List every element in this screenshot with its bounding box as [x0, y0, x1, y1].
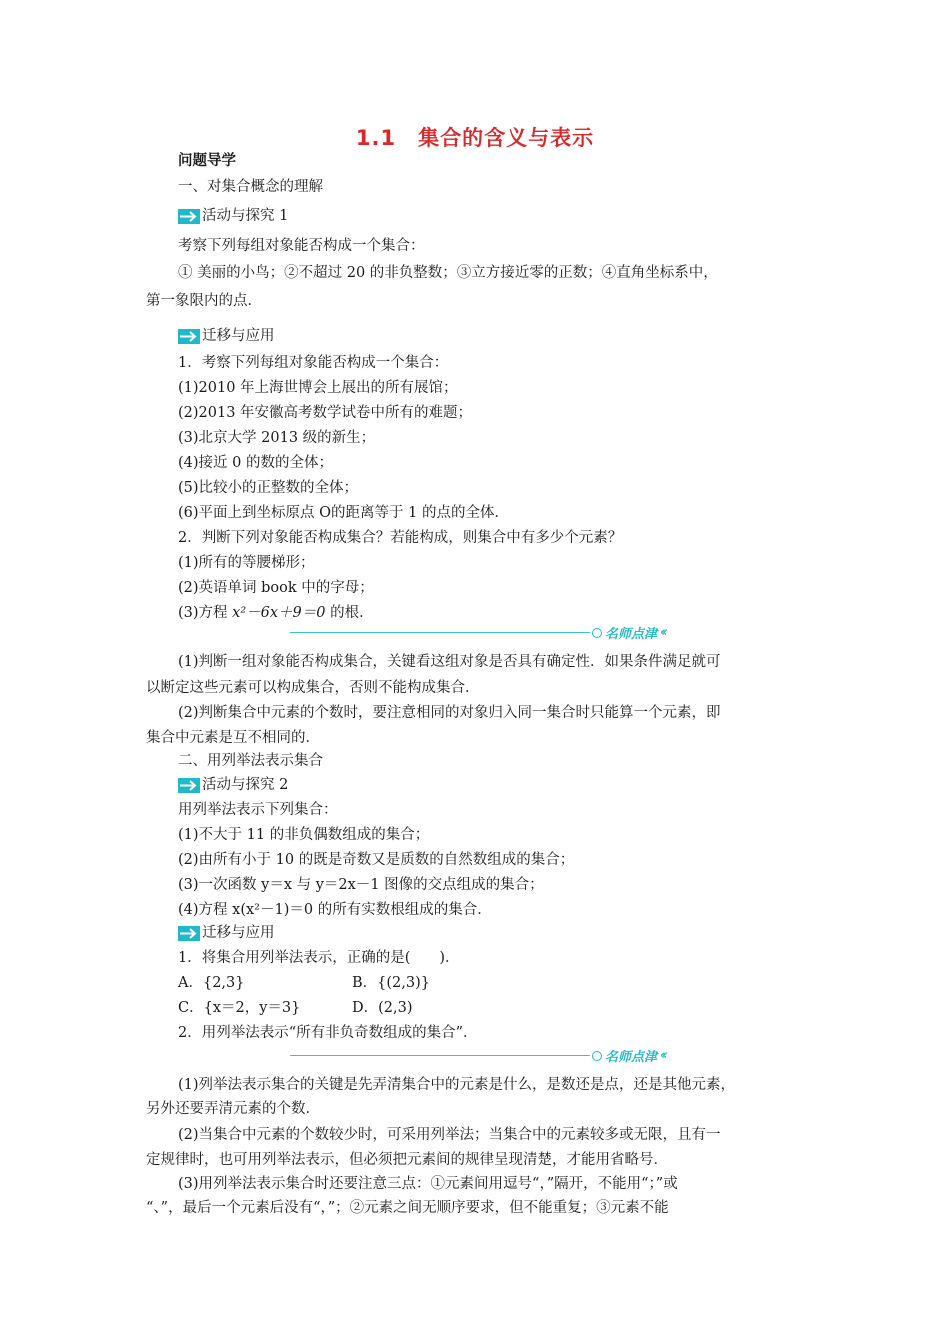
option-c: C．{x＝2，y＝3} [178, 1000, 301, 1016]
circle-icon [592, 628, 602, 638]
activity-2-item: (3)一次函数 y＝x 与 y＝2x－1 图像的交点组成的集合； [178, 877, 544, 893]
activity-2-item: (4)方程 x(x²－1)＝0 的所有实数根组成的集合． [178, 902, 492, 918]
tip-3-line2: 另外还要弄清元素的个数． [146, 1101, 320, 1117]
question-1: 1．考察下列每组对象能否构成一个集合： [178, 355, 449, 371]
tip-1-line1: (1)判断一组对象能否构成集合，关键看这组对象是否具有确定性．如果条件满足就可 [178, 654, 721, 670]
question-1-item: (3)北京大学 2013 级的新生； [178, 430, 376, 446]
equation: x²－6x＋9＝0 [232, 605, 326, 621]
tip-divider [290, 1055, 590, 1056]
activity-2-item: (2)由所有小于 10 的既是奇数又是质数的自然数组成的集合； [178, 852, 575, 868]
question-1-item: (4)接近 0 的数的全体； [178, 455, 333, 471]
tip-5-line1: (3)用列举法表示集合时还要注意三点：①元素间用逗号“，”隔开，不能用“；”或 [178, 1176, 678, 1192]
transfer-1-header [178, 326, 275, 346]
tip-label: 名师点津 [605, 627, 658, 642]
activity-1-items-line1: ① 美丽的小鸟；②不超过 20 的非负整数；③立方接近零的正数；④直角坐标系中， [178, 265, 718, 281]
part1-heading: 一、对集合概念的理解 [178, 179, 323, 195]
question-1-item: (1)2010 年上海世博会上展出的所有展馆； [178, 380, 458, 396]
question-2-item: (2)英语单词 book 中的字母； [178, 580, 374, 596]
question-2-item-3 [178, 603, 374, 623]
tip-5-line2: “、”，最后一个元素后没有“，”；②元素之间无顺序要求，但不能重复；③元素不能 [146, 1200, 669, 1216]
circle-icon [592, 1051, 602, 1061]
transfer-1-label: 迁移与应用 [202, 328, 275, 344]
arrow-icon [178, 209, 200, 224]
question-1-item: (2)2013 年安徽高考数学试卷中所有的难题； [178, 405, 473, 421]
question-2: 2．判断下列对象能否构成集合？若能构成，则集合中有多少个元素？ [178, 530, 623, 546]
tip-3-line1: (1)列举法表示集合的关键是先弄清集合中的元素是什么，是数还是点，还是其他元素， [178, 1077, 736, 1093]
tip-2-line1: (2)判断集合中元素的个数时，要注意相同的对象归入同一集合时只能算一个元素，即 [178, 705, 721, 721]
question-4: 2．用列举法表示“所有非负奇数组成的集合”． [178, 1025, 478, 1041]
arrow-icon [178, 329, 200, 344]
activity-2-prompt: 用列举法表示下列集合： [178, 802, 338, 818]
chevron-left-icon: ‹‹ [660, 1048, 665, 1063]
tip-badge [592, 623, 665, 642]
tip-badge [592, 1046, 665, 1065]
activity-2-label: 活动与探究 2 [202, 777, 289, 793]
transfer-2-label: 迁移与应用 [202, 925, 275, 941]
tip-label: 名师点津 [605, 1050, 658, 1065]
tip-1-line2: 以断定这些元素可以构成集合，否则不能构成集合． [146, 680, 480, 696]
section-header: 问题导学 [178, 153, 236, 169]
question-2-item: (1)所有的等腰梯形； [178, 555, 315, 571]
activity-1-items-line2: 第一象限内的点． [146, 293, 262, 309]
tip-divider [290, 632, 590, 633]
arrow-icon [178, 926, 200, 941]
question-1-item: (5)比较小的正整数的全体； [178, 480, 359, 496]
transfer-2-header [178, 923, 275, 943]
part2-heading: 二、用列举法表示集合 [178, 753, 323, 769]
option-a: A．{2,3} [178, 975, 245, 991]
page-title: 1.1 集合的含义与表示 [355, 126, 595, 150]
tip-4-line1: (2)当集合中元素的个数较少时，可采用列举法；当集合中的元素较多或无限，且有一 [178, 1127, 721, 1143]
option-d: D．(2,3) [352, 1000, 413, 1016]
arrow-icon [178, 778, 200, 793]
activity-1-header [178, 206, 288, 226]
option-b: B．{(2,3)} [352, 975, 430, 991]
activity-2-header [178, 775, 288, 795]
tip-4-line2: 定规律时，也可用列举法表示，但必须把元素间的规律呈现清楚，才能用省略号． [146, 1152, 668, 1168]
tip-2-line2: 集合中元素是互不相同的． [146, 730, 320, 746]
question-2-item-3-prefix: (3)方程 [178, 605, 233, 621]
activity-1-prompt: 考察下列每组对象能否构成一个集合： [178, 238, 425, 254]
activity-1-label: 活动与探究 1 [202, 208, 289, 224]
question-1-item: (6)平面上到坐标原点 O的距离等于 1 的点的全体． [178, 505, 509, 521]
question-3: 1．将集合用列举法表示，正确的是( )． [178, 950, 460, 966]
activity-2-item: (1)不大于 11 的非负偶数组成的集合； [178, 827, 430, 843]
question-2-item-3-suffix: 的根． [325, 605, 374, 621]
chevron-left-icon: ‹‹ [660, 625, 665, 640]
